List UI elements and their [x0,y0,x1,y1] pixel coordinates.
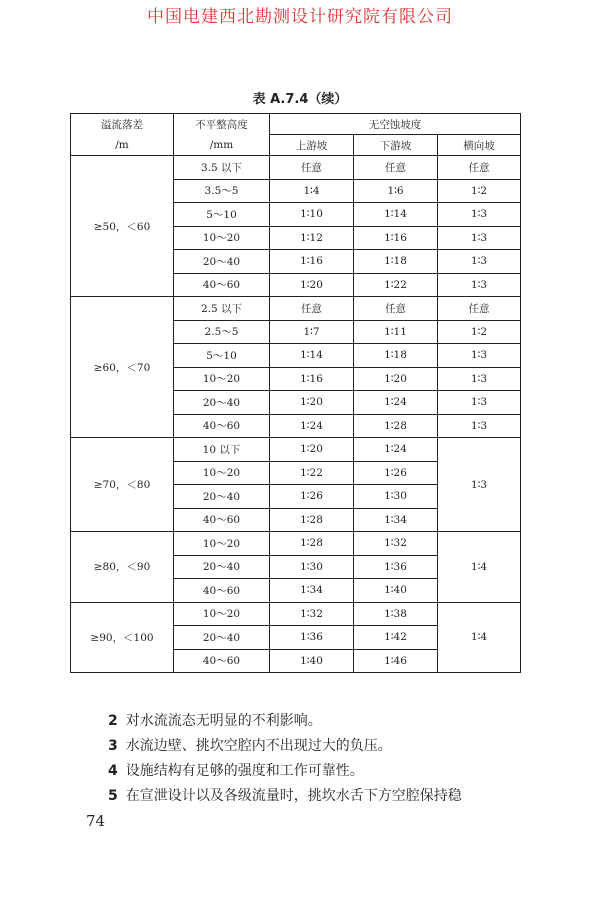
header-height [174,114,270,156]
height-cell: 5～10 [174,203,270,227]
downstream-cell: 1∶18 [354,344,438,368]
table-row [71,438,521,462]
upstream-cell: 1∶20 [270,438,354,462]
height-cell: 40～60 [174,414,270,438]
height-cell: 20～40 [174,391,270,415]
upstream-cell: 1∶22 [270,461,354,485]
upstream-cell: 1∶16 [270,250,354,274]
upstream-cell: 1∶16 [270,367,354,391]
height-cell: 40～60 [174,508,270,532]
lateral-cell: 1∶3 [438,367,521,391]
table-row [71,532,521,556]
upstream-cell: 任意 [270,297,354,321]
table-row [71,602,521,626]
downstream-cell: 1∶20 [354,367,438,391]
header-downstream: 下游坡 [354,135,438,156]
downstream-cell: 1∶40 [354,579,438,603]
downstream-cell: 1∶42 [354,626,438,650]
height-cell: 5～10 [174,344,270,368]
lateral-cell: 1∶3 [438,391,521,415]
notes-list [108,709,462,809]
note-text: 在宣泄设计以及各级流量时，挑坎水舌下方空腔保持稳 [125,788,462,804]
height-cell: 40～60 [174,579,270,603]
note-text: 对水流流态无明显的不利影响。 [125,713,322,729]
lateral-cell: 1∶4 [438,532,521,603]
downstream-cell: 1∶30 [354,485,438,509]
downstream-cell: 1∶46 [354,649,438,673]
height-cell: 10～20 [174,602,270,626]
drop-cell: ≥90，＜100 [71,602,174,673]
header-drop [71,114,174,156]
drop-cell: ≥80，＜90 [71,532,174,603]
table-row [71,297,521,321]
height-cell: 10～20 [174,532,270,556]
lateral-cell: 1∶3 [438,203,521,227]
downstream-cell: 1∶18 [354,250,438,274]
upstream-cell: 1∶28 [270,532,354,556]
drop-cell: ≥50，＜60 [71,156,174,297]
lateral-cell: 1∶3 [438,438,521,532]
height-cell: 2.5 以下 [174,297,270,321]
upstream-cell: 1∶40 [270,649,354,673]
height-cell: 10 以下 [174,438,270,462]
downstream-cell: 1∶22 [354,273,438,297]
note-number: 2 [108,713,118,729]
upstream-cell: 1∶26 [270,485,354,509]
height-cell: 20～40 [174,626,270,650]
downstream-cell: 1∶6 [354,179,438,203]
height-cell: 3.5～5 [174,179,270,203]
downstream-cell: 1∶24 [354,438,438,462]
lateral-cell: 任意 [438,297,521,321]
downstream-cell: 1∶32 [354,532,438,556]
downstream-cell: 1∶34 [354,508,438,532]
upstream-cell: 1∶7 [270,320,354,344]
downstream-cell: 任意 [354,156,438,180]
header-height-unit: /mm [209,138,234,151]
height-cell: 2.5～5 [174,320,270,344]
header-slope-group: 无空蚀坡度 [270,114,521,135]
height-cell: 10～20 [174,367,270,391]
lateral-cell: 1∶4 [438,602,521,673]
downstream-cell: 1∶36 [354,555,438,579]
header-height-label: 不平整高度 [195,118,248,131]
upstream-cell: 1∶34 [270,579,354,603]
upstream-cell: 1∶12 [270,226,354,250]
upstream-cell: 1∶20 [270,391,354,415]
upstream-cell: 任意 [270,156,354,180]
lateral-cell: 1∶3 [438,414,521,438]
height-cell: 10～20 [174,461,270,485]
downstream-cell: 任意 [354,297,438,321]
note-number: 3 [108,738,118,754]
upstream-cell: 1∶36 [270,626,354,650]
header-upstream: 上游坡 [270,135,354,156]
downstream-cell: 1∶16 [354,226,438,250]
upstream-cell: 1∶10 [270,203,354,227]
table-row [71,156,521,180]
slope-table [70,113,521,673]
lateral-cell: 1∶3 [438,250,521,274]
table-caption: 表 A.7.4（续） [252,92,348,107]
downstream-cell: 1∶24 [354,391,438,415]
upstream-cell: 1∶24 [270,414,354,438]
page-number: 74 [86,812,106,830]
height-cell: 3.5 以下 [174,156,270,180]
height-cell: 20～40 [174,250,270,274]
upstream-cell: 1∶30 [270,555,354,579]
height-cell: 40～60 [174,649,270,673]
note-item [108,759,462,784]
downstream-cell: 1∶28 [354,414,438,438]
note-item [108,709,462,734]
height-cell: 20～40 [174,555,270,579]
note-number: 5 [108,788,118,804]
note-number: 4 [108,763,118,779]
lateral-cell: 1∶3 [438,273,521,297]
header-lateral: 横向坡 [438,135,521,156]
downstream-cell: 1∶26 [354,461,438,485]
downstream-cell: 1∶14 [354,203,438,227]
note-text: 设施结构有足够的强度和工作可靠性。 [125,763,364,779]
note-item [108,784,462,809]
lateral-cell: 1∶3 [438,226,521,250]
height-cell: 10～20 [174,226,270,250]
upstream-cell: 1∶14 [270,344,354,368]
lateral-cell: 1∶2 [438,179,521,203]
lateral-cell: 任意 [438,156,521,180]
height-cell: 40～60 [174,273,270,297]
downstream-cell: 1∶11 [354,320,438,344]
note-item [108,734,462,759]
header-drop-label: 溢流落差 [101,118,143,131]
drop-cell: ≥70，＜80 [71,438,174,532]
height-cell: 20～40 [174,485,270,509]
upstream-cell: 1∶28 [270,508,354,532]
downstream-cell: 1∶38 [354,602,438,626]
drop-cell: ≥60，＜70 [71,297,174,438]
upstream-cell: 1∶32 [270,602,354,626]
watermark-text: 中国电建西北勘测设计研究院有限公司 [147,7,453,27]
table-body [71,156,521,673]
upstream-cell: 1∶4 [270,179,354,203]
lateral-cell: 1∶3 [438,344,521,368]
upstream-cell: 1∶20 [270,273,354,297]
lateral-cell: 1∶2 [438,320,521,344]
note-text: 水流边壁、挑坎空腔内不出现过大的负压。 [125,738,392,754]
header-drop-unit: /m [115,138,129,151]
